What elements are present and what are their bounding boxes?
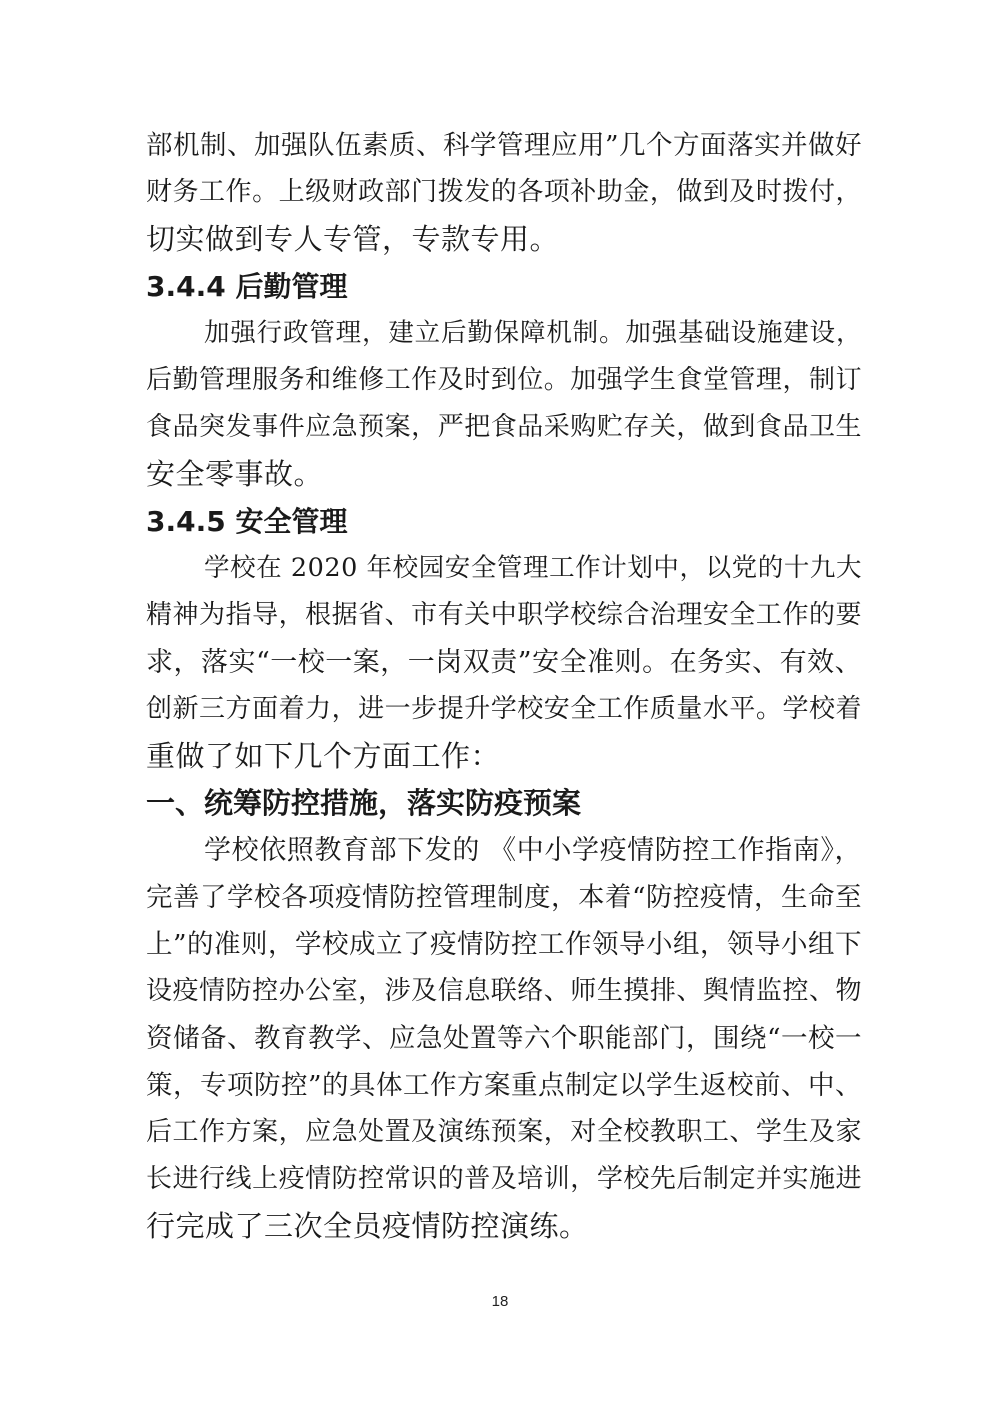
text-line: 长进行线上疫情防控常识的普及培训，学校先后制定并实施进: [146, 1164, 862, 1194]
text-line: 创新三方面着力，进一步提升学校安全工作质量水平。学校着: [146, 694, 862, 724]
text-line: 财务工作。上级财政部门拨发的各项补助金，做到及时拨付，: [146, 177, 862, 207]
text-line: 精神为指导，根据省、市有关中职学校综合治理安全工作的要: [146, 600, 862, 630]
section-heading-safety: 3.4.5 安全管理: [146, 505, 348, 538]
text-line: 重做了如下几个方面工作：: [146, 739, 501, 773]
text-line: 后勤管理服务和维修工作及时到位。加强学生食堂管理，制订: [146, 365, 862, 395]
page-content: [146, 122, 862, 1250]
section-heading-logistics: 3.4.4 后勤管理: [146, 270, 348, 303]
text-line: 策，专项防控”的具体工作方案重点制定以学生返校前、中、: [146, 1070, 863, 1101]
paragraph-safety: [146, 545, 862, 780]
text-line: 上”的准则，学校成立了疫情防控工作领导小组，领导小组下: [146, 929, 863, 960]
text-line: 后工作方案，应急处置及演练预案，对全校教职工、学生及家: [146, 1117, 862, 1147]
paragraph-logistics: [146, 310, 862, 498]
text-line: 完善了学校各项疫情防控管理制度，本着“防控疫情，生命至: [146, 882, 863, 913]
text-line: 加强行政管理，建立后勤保障机制。加强基础设施建设，: [204, 318, 862, 348]
text-line: 行完成了三次全员疫情防控演练。: [146, 1209, 589, 1243]
text-line: 资储备、教育教学、应急处置等六个职能部门，围绕“一校一: [146, 1023, 863, 1054]
paragraph-epidemic-prevention: [146, 827, 862, 1250]
text-line: 学校在 2020 年校园安全管理工作计划中，以党的十九大: [204, 553, 862, 583]
subsection-heading-epidemic-prevention: 一、统筹防控措施，落实防疫预案: [146, 786, 582, 820]
text-line: 学校依照教育部下发的 《中小学疫情防控工作指南》，: [204, 835, 862, 866]
text-line: 食品突发事件应急预案，严把食品采购贮存关，做到食品卫生: [146, 412, 862, 442]
text-line: 安全零事故。: [146, 457, 324, 491]
text-line: 设疫情防控办公室，涉及信息联络、师生摸排、舆情监控、物: [146, 976, 862, 1006]
text-line: 求，落实“一校一案，一岗双责”安全准则。在务实、有效、: [146, 647, 863, 678]
paragraph-finance-continued: [146, 122, 862, 263]
text-line: 部机制、加强队伍素质、科学管理应用”几个方面落实并做好: [146, 130, 863, 161]
page-number: 18: [491, 1293, 509, 1310]
text-line: 切实做到专人专管，专款专用。: [146, 222, 560, 256]
